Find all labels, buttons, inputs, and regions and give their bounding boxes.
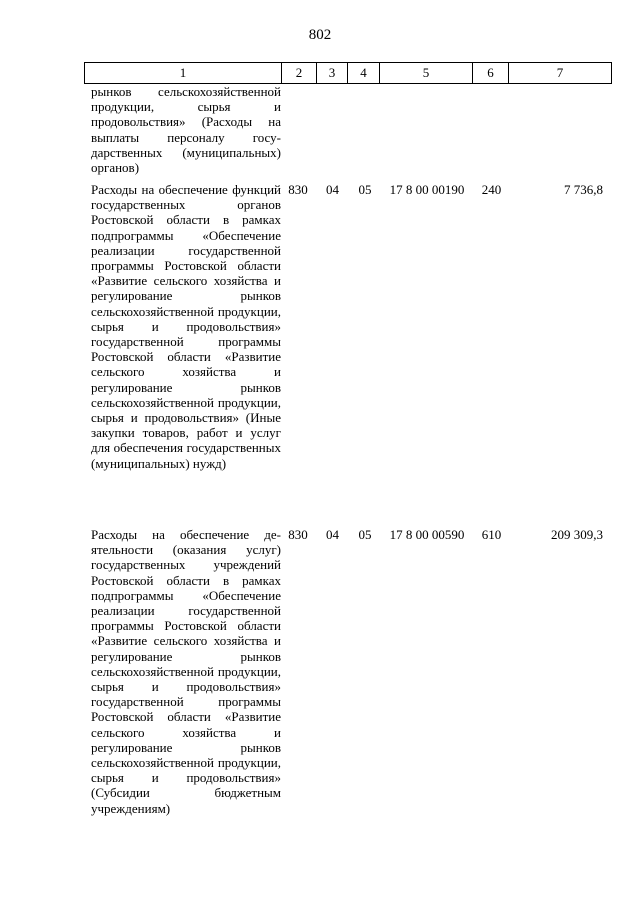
row-section-code: 04 <box>326 182 339 197</box>
header-col-3: 3 <box>317 63 348 84</box>
row-amount: 209 309,3 <box>551 527 603 542</box>
header-col-1: 1 <box>85 63 282 84</box>
header-col-6: 6 <box>473 63 509 84</box>
header-col-5: 5 <box>380 63 473 84</box>
table-row <box>84 84 611 182</box>
row-ministry-code: 830 <box>288 182 308 197</box>
row-description: рынков сельскохозяйственной продукции, сырья и продовольствия» (Расходы на выплаты персоналу государственных (муниципальных) органов) <box>91 84 281 176</box>
row-expense-type: 240 <box>481 182 502 197</box>
header-col-2: 2 <box>282 63 317 84</box>
header-col-4: 4 <box>348 63 380 84</box>
row-section-code: 04 <box>326 527 339 542</box>
row-expense-type: 610 <box>481 527 502 542</box>
row-subsection-code: 05 <box>358 182 372 197</box>
row-description: Расходы на обеспечение функций государственных органов Ростовской области в рамках подпрограммы «Обеспечение реализации государственной программы Ростовской области «Развитие сельского хозяйства и регулирование рынков сельскохозяйственной продукции, сырья и продовольствия» государственной программы Ростовской области «Развитие сельского хозяйства и регулирование рынков сельскохозяйственной продукции, сырья и продовольствия» (Иные закупки товаров, работ и услуг для обеспечения государственных (муниципальных) нужд) <box>91 182 281 471</box>
table-row <box>84 527 611 816</box>
budget-rows <box>84 84 611 816</box>
page-number: 802 <box>308 27 332 43</box>
column-header-table <box>84 62 612 84</box>
row-subsection-code: 05 <box>358 527 372 542</box>
row-amount: 7 736,8 <box>564 182 603 197</box>
header-col-7: 7 <box>509 63 612 84</box>
row-target-article: 17 8 00 00590 <box>389 527 465 542</box>
row-description: Расходы на обеспечение деятельности (оказания услуг) государственных учреждений Ростовской области в рамках подпрограммы «Обеспечение реализации государственной программы Ростовской области «Развитие сельского хозяйства и регулирование рынков сельскохозяйственной продукции, сырья и продовольствия» государственной программы Ростовской области «Развитие сельского хозяйства и регулирование рынков сельскохозяйственной продукции, сырья и продовольствия» (Субсидии бюджетным учреждениям) <box>91 527 281 816</box>
row-ministry-code: 830 <box>288 527 308 542</box>
table-row <box>84 182 611 527</box>
column-header-row <box>85 63 612 84</box>
row-target-article: 17 8 00 00190 <box>389 182 465 197</box>
